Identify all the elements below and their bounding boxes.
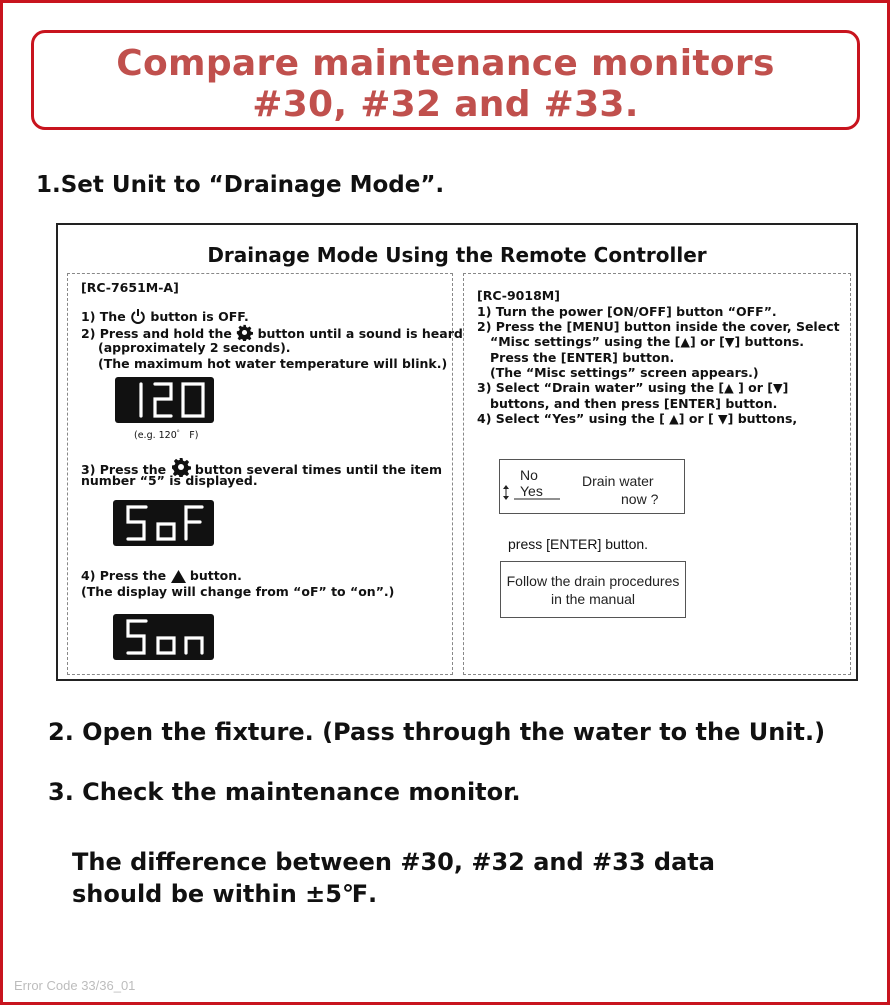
instruction-2-note: (The maximum hot water temperature will blink.): [98, 356, 448, 371]
instruction-text: button several times until the item: [194, 462, 443, 477]
seven-segment-120: [115, 377, 214, 423]
step-2: 2. Open the fixture. (Pass through the water to the Unit.): [48, 718, 826, 746]
drainage-mode-diagram: [56, 223, 858, 681]
display-caption: (e.g. 120゜ F): [134, 430, 199, 441]
instruction-4: 4) Select “Yes” using the [ ▲] or [ ▼] buttons,: [477, 411, 798, 426]
procedure-line-2: in the manual: [550, 591, 636, 607]
model-label: [RC-7651M-A]: [81, 280, 179, 295]
diagram-title: Drainage Mode Using the Remote Controller: [207, 243, 707, 267]
display-120: [115, 377, 214, 423]
model-label: [RC-9018M]: [477, 288, 560, 303]
panel-rc-9018m: [463, 273, 851, 675]
drain-water-screen: [499, 459, 685, 514]
seven-segment-5of: [113, 500, 214, 546]
up-arrow-icon: [171, 570, 186, 583]
instruction-3-cont: number “5” is displayed.: [81, 473, 258, 488]
instruction-1: 1) Turn the power [ON/OFF] button “OFF”.: [477, 304, 777, 319]
instruction-1: [81, 308, 249, 325]
drain-water-question: Drain water: [582, 473, 654, 489]
footer-code: Error Code 33/36_01: [14, 978, 136, 993]
instruction-2: 2) Press the [MENU] button inside the cover, Select: [477, 319, 840, 334]
instruction-2-cont: “Misc settings” using the [▲] or [▼] buttons.: [490, 334, 805, 349]
gear-icon: [236, 324, 253, 341]
option-yes: Yes: [520, 483, 543, 499]
title-line-2: #30, #32 and #33.: [252, 84, 639, 125]
selection-cursor: [502, 483, 562, 503]
panel-rc-7651m-a: [67, 273, 463, 675]
step-1: 1.Set Unit to “Drainage Mode”.: [36, 172, 445, 198]
difference-note: [72, 846, 715, 910]
press-enter-text: press [ENTER] button.: [508, 536, 649, 552]
instruction-4: [81, 568, 242, 584]
instruction-2-note: (The “Misc settings” screen appears.): [490, 365, 759, 380]
procedure-line-1: Follow the drain procedures: [506, 573, 680, 589]
drain-procedure-screen: [500, 561, 686, 618]
step-3: 3. Check the maintenance monitor.: [48, 778, 521, 806]
option-no: No: [520, 467, 538, 483]
title-box: [31, 30, 860, 130]
difference-line-1: The difference between #30, #32 and #33 data: [72, 848, 715, 876]
display-5of: [113, 500, 214, 546]
instruction-text: 3) Press the: [81, 462, 167, 477]
instruction-2: [81, 324, 463, 342]
power-icon: [130, 308, 146, 324]
instruction-3: 3) Select “Drain water” using the [▲ ] or [▼]: [477, 380, 789, 395]
instruction-3-cont: buttons, and then press [ENTER] button.: [490, 396, 778, 411]
title-line-1: Compare maintenance monitors: [116, 43, 775, 84]
instruction-text: button is OFF.: [150, 309, 249, 324]
seven-segment-5on: [113, 614, 214, 660]
instruction-4-note: (The display will change from “oF” to “on”.): [81, 584, 395, 599]
instruction-text: button until a sound is heard: [257, 326, 463, 341]
drain-water-question-cont: now ?: [621, 491, 659, 507]
difference-line-2: should be within ±5℉.: [72, 880, 378, 908]
instruction-text: 4) Press the: [81, 568, 167, 583]
instruction-text: button.: [189, 568, 242, 583]
instruction-text: 2) Press and hold the: [81, 326, 232, 341]
display-5on: [113, 614, 214, 660]
instruction-2-enter: Press the [ENTER] button.: [490, 350, 675, 365]
instruction-2-cont: (approximately 2 seconds).: [98, 340, 291, 355]
instruction-text: 1) The: [81, 309, 126, 324]
